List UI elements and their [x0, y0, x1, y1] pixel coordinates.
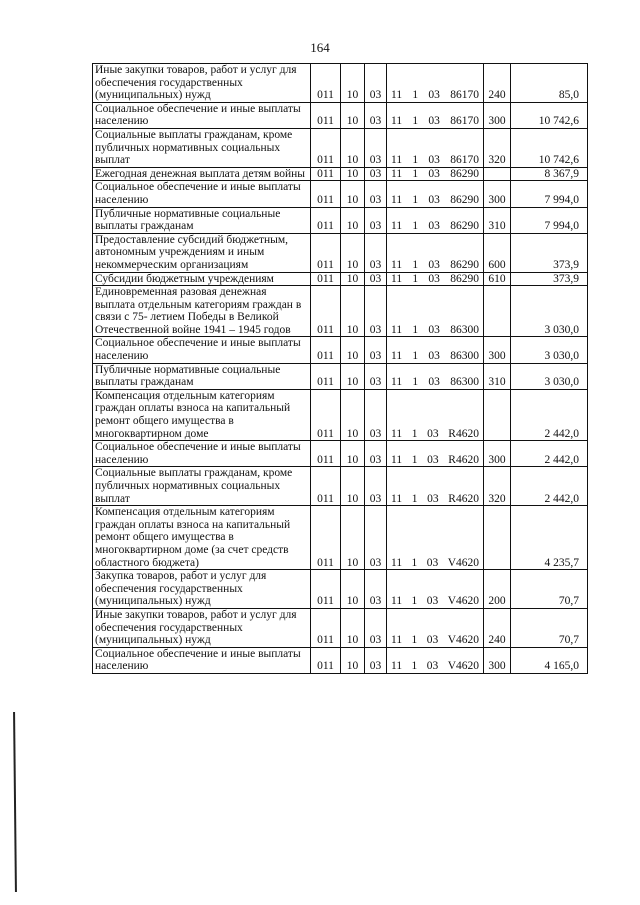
- row-name: Социальное обеспечение и иные выплаты населению: [93, 102, 311, 128]
- row-expense-type: 320: [484, 128, 511, 167]
- row-expense-type: 300: [484, 647, 511, 673]
- table-row: [93, 128, 588, 167]
- row-grbs: 011: [311, 286, 341, 337]
- target-article-p2: 1: [412, 350, 419, 363]
- target-article-p1: 11: [391, 350, 403, 363]
- target-article-p2: 1: [411, 595, 418, 608]
- row-amount: 4 235,7: [511, 506, 588, 570]
- row-target-article: [387, 608, 484, 647]
- row-expense-type: 300: [484, 102, 511, 128]
- table-body: [93, 64, 588, 674]
- target-article-p4: 86300: [450, 350, 479, 363]
- target-article-p4: 86290: [450, 220, 479, 233]
- row-subsection: 03: [365, 286, 387, 337]
- row-subsection: 03: [365, 64, 387, 103]
- row-subsection: 03: [365, 128, 387, 167]
- row-expense-type: [484, 286, 511, 337]
- target-article-p3: 03: [428, 258, 440, 271]
- row-name: Публичные нормативные социальные выплаты гражданам: [93, 363, 311, 389]
- row-name: Социальные выплаты гражданам, кроме публичных нормативных социальных выплат: [93, 467, 311, 506]
- row-expense-type: 310: [484, 207, 511, 233]
- target-article-p4: 86170: [450, 154, 479, 167]
- row-amount: 70,7: [511, 570, 588, 609]
- row-grbs: 011: [311, 570, 341, 609]
- target-article-p3: 03: [428, 323, 440, 336]
- target-article-p2: 1: [412, 154, 419, 167]
- row-name: Социальные выплаты гражданам, кроме публичных нормативных социальных выплат: [93, 128, 311, 167]
- target-article-parts: [389, 220, 481, 233]
- target-article-p3: 03: [428, 272, 440, 285]
- row-amount: 85,0: [511, 64, 588, 103]
- row-amount: 8 367,9: [511, 167, 588, 181]
- table-row: [93, 64, 588, 103]
- row-expense-type: 610: [484, 272, 511, 286]
- row-target-article: [387, 128, 484, 167]
- target-article-p4: 86290: [450, 272, 479, 285]
- target-article-p1: 11: [391, 595, 403, 608]
- target-article-p3: 03: [428, 376, 440, 389]
- target-article-p4: 86290: [450, 167, 479, 180]
- row-section: 10: [341, 441, 365, 467]
- target-article-p1: 11: [391, 492, 403, 505]
- row-amount: 373,9: [511, 233, 588, 272]
- row-subsection: 03: [365, 272, 387, 286]
- target-article-parts: [389, 634, 481, 647]
- row-target-article: [387, 647, 484, 673]
- target-article-parts: [389, 168, 481, 181]
- row-subsection: 03: [365, 363, 387, 389]
- row-name: Иные закупки товаров, работ и услуг для обеспечения государственных (муниципальных) нужд: [93, 64, 311, 103]
- row-amount: 70,7: [511, 608, 588, 647]
- row-target-article: [387, 272, 484, 286]
- target-article-p1: 11: [391, 258, 403, 271]
- row-target-article: [387, 233, 484, 272]
- target-article-parts: [389, 194, 481, 207]
- target-article-parts: [389, 428, 481, 441]
- row-name: Социальное обеспечение и иные выплаты населению: [93, 647, 311, 673]
- row-expense-type: 320: [484, 467, 511, 506]
- target-article-p2: 1: [412, 89, 419, 102]
- row-amount: 4 165,0: [511, 647, 588, 673]
- row-subsection: 03: [365, 167, 387, 181]
- row-target-article: [387, 337, 484, 363]
- row-amount: 3 030,0: [511, 337, 588, 363]
- target-article-p3: 03: [428, 115, 440, 128]
- target-article-p4: V4620: [447, 595, 479, 608]
- row-grbs: 011: [311, 102, 341, 128]
- target-article-p3: 03: [427, 427, 439, 440]
- table-row: [93, 647, 588, 673]
- target-article-p2: 1: [411, 492, 418, 505]
- row-subsection: 03: [365, 207, 387, 233]
- target-article-p1: 11: [391, 660, 403, 673]
- target-article-p1: 11: [391, 115, 403, 128]
- target-article-p1: 11: [391, 89, 403, 102]
- row-section: 10: [341, 207, 365, 233]
- row-expense-type: 300: [484, 441, 511, 467]
- row-amount: 2 442,0: [511, 389, 588, 440]
- row-subsection: 03: [365, 570, 387, 609]
- row-subsection: 03: [365, 506, 387, 570]
- row-section: 10: [341, 337, 365, 363]
- row-name: Иные закупки товаров, работ и услуг для обеспечения государственных (муниципальных) нужд: [93, 608, 311, 647]
- row-expense-type: 310: [484, 363, 511, 389]
- row-subsection: 03: [365, 102, 387, 128]
- row-name: Публичные нормативные социальные выплаты гражданам: [93, 207, 311, 233]
- page-number: 164: [310, 40, 330, 55]
- target-article-parts: [389, 350, 481, 363]
- target-article-p1: 11: [391, 167, 403, 180]
- target-article-p4: R4620: [448, 492, 479, 505]
- row-target-article: [387, 506, 484, 570]
- target-article-p3: 03: [426, 556, 439, 569]
- row-amount: 7 994,0: [511, 181, 588, 207]
- target-article-parts: [389, 115, 481, 128]
- row-subsection: 03: [365, 389, 387, 440]
- target-article-p4: V4620: [447, 660, 479, 673]
- row-subsection: 03: [365, 441, 387, 467]
- row-section: 10: [341, 181, 365, 207]
- table-row: [93, 389, 588, 440]
- target-article-parts: [389, 273, 481, 286]
- target-article-p1: 11: [391, 556, 403, 569]
- table-row: [93, 467, 588, 506]
- target-article-p2: 1: [412, 193, 419, 206]
- target-article-parts: [389, 376, 481, 389]
- table-row: [93, 608, 588, 647]
- target-article-p3: 03: [427, 453, 439, 466]
- row-expense-type: 300: [484, 337, 511, 363]
- target-article-p1: 11: [391, 323, 403, 336]
- row-name: Предоставление субсидий бюджетным, автономным учреждениям и иным некоммерческим организациям: [93, 233, 311, 272]
- target-article-parts: [389, 660, 481, 673]
- target-article-p2: 1: [411, 660, 418, 673]
- row-section: 10: [341, 608, 365, 647]
- table-row: [93, 286, 588, 337]
- row-grbs: 011: [311, 167, 341, 181]
- target-article-p2: 1: [412, 220, 419, 233]
- target-article-parts: [389, 89, 481, 102]
- row-name: Социальное обеспечение и иные выплаты населению: [93, 181, 311, 207]
- row-section: 10: [341, 647, 365, 673]
- row-target-article: [387, 389, 484, 440]
- target-article-p4: R4620: [448, 427, 479, 440]
- target-article-p4: R4620: [448, 453, 479, 466]
- target-article-p2: 1: [411, 634, 418, 647]
- target-article-p2: 1: [412, 272, 419, 285]
- target-article-p1: 11: [391, 220, 403, 233]
- row-grbs: 011: [311, 233, 341, 272]
- table-row: [93, 570, 588, 609]
- row-section: 10: [341, 467, 365, 506]
- target-article-p1: 11: [391, 634, 403, 647]
- target-article-p2: 1: [411, 556, 418, 569]
- row-section: 10: [341, 167, 365, 181]
- target-article-p4: 86290: [450, 258, 479, 271]
- row-subsection: 03: [365, 608, 387, 647]
- row-grbs: 011: [311, 506, 341, 570]
- target-article-parts: [389, 557, 481, 570]
- row-target-article: [387, 286, 484, 337]
- row-subsection: 03: [365, 647, 387, 673]
- target-article-parts: [389, 454, 481, 467]
- row-name: Единовременная разовая денежная выплата отдельным категориям граждан в связи с 75- летием Победы в Великой Отечественной войне 1941 – 1945 годов: [93, 286, 311, 337]
- target-article-p3: 03: [426, 660, 439, 673]
- row-expense-type: 200: [484, 570, 511, 609]
- target-article-p4: 86170: [450, 89, 479, 102]
- target-article-p2: 1: [412, 167, 419, 180]
- row-section: 10: [341, 389, 365, 440]
- row-section: 10: [341, 506, 365, 570]
- row-name: Компенсация отдельным категориям граждан оплаты взноса на капитальный ремонт общего имущества в многоквартирном доме (за счет средств областного бюджета): [93, 506, 311, 570]
- row-target-article: [387, 441, 484, 467]
- row-section: 10: [341, 128, 365, 167]
- row-subsection: 03: [365, 181, 387, 207]
- row-target-article: [387, 570, 484, 609]
- row-subsection: 03: [365, 233, 387, 272]
- row-name: Компенсация отдельным категориям граждан оплаты взноса на капитальный ремонт общего имущества в многоквартирном доме: [93, 389, 311, 440]
- target-article-p3: 03: [426, 634, 439, 647]
- row-target-article: [387, 181, 484, 207]
- row-name: Социальное обеспечение и иные выплаты населению: [93, 441, 311, 467]
- target-article-p2: 1: [412, 115, 419, 128]
- target-article-p3: 03: [428, 154, 440, 167]
- row-target-article: [387, 363, 484, 389]
- target-article-p1: 11: [391, 154, 403, 167]
- row-amount: 10 742,6: [511, 128, 588, 167]
- row-grbs: 011: [311, 647, 341, 673]
- table-row: [93, 233, 588, 272]
- target-article-p2: 1: [411, 427, 418, 440]
- table-row: [93, 506, 588, 570]
- row-target-article: [387, 467, 484, 506]
- target-article-parts: [389, 493, 481, 506]
- margin-line: [13, 712, 16, 892]
- table-row: [93, 363, 588, 389]
- row-subsection: 03: [365, 337, 387, 363]
- row-name: Социальное обеспечение и иные выплаты населению: [93, 337, 311, 363]
- row-grbs: 011: [311, 337, 341, 363]
- target-article-p3: 03: [428, 350, 440, 363]
- table-row: [93, 207, 588, 233]
- target-article-p4: 86300: [450, 323, 479, 336]
- target-article-p3: 03: [428, 89, 440, 102]
- row-grbs: 011: [311, 363, 341, 389]
- target-article-p4: 86300: [450, 376, 479, 389]
- row-section: 10: [341, 233, 365, 272]
- row-expense-type: [484, 389, 511, 440]
- row-section: 10: [341, 64, 365, 103]
- row-target-article: [387, 102, 484, 128]
- target-article-p3: 03: [428, 167, 440, 180]
- row-target-article: [387, 167, 484, 181]
- target-article-parts: [389, 259, 481, 272]
- row-grbs: 011: [311, 181, 341, 207]
- target-article-p3: 03: [428, 220, 440, 233]
- row-target-article: [387, 207, 484, 233]
- table-row: [93, 167, 588, 181]
- row-amount: 10 742,6: [511, 102, 588, 128]
- target-article-p2: 1: [411, 453, 418, 466]
- row-grbs: 011: [311, 608, 341, 647]
- row-expense-type: 240: [484, 608, 511, 647]
- target-article-parts: [389, 324, 481, 337]
- row-name: Закупка товаров, работ и услуг для обеспечения государственных (муниципальных) нужд: [93, 570, 311, 609]
- target-article-p2: 1: [412, 258, 419, 271]
- row-name: Ежегодная денежная выплата детям войны: [93, 167, 311, 181]
- row-grbs: 011: [311, 128, 341, 167]
- target-article-parts: [389, 595, 481, 608]
- row-section: 10: [341, 272, 365, 286]
- target-article-p3: 03: [428, 193, 440, 206]
- row-section: 10: [341, 286, 365, 337]
- target-article-p4: 86170: [450, 115, 479, 128]
- row-expense-type: [484, 167, 511, 181]
- target-article-p1: 11: [391, 272, 403, 285]
- table-row: [93, 181, 588, 207]
- row-amount: 373,9: [511, 272, 588, 286]
- row-grbs: 011: [311, 467, 341, 506]
- target-article-p4: 86290: [450, 193, 479, 206]
- target-article-p1: 11: [391, 453, 403, 466]
- budget-table: [92, 63, 588, 674]
- target-article-p3: 03: [426, 595, 439, 608]
- row-section: 10: [341, 102, 365, 128]
- target-article-parts: [389, 154, 481, 167]
- row-section: 10: [341, 570, 365, 609]
- row-expense-type: 240: [484, 64, 511, 103]
- row-amount: 3 030,0: [511, 286, 588, 337]
- table-row: [93, 272, 588, 286]
- target-article-p1: 11: [391, 376, 403, 389]
- row-amount: 3 030,0: [511, 363, 588, 389]
- row-subsection: 03: [365, 467, 387, 506]
- table-row: [93, 441, 588, 467]
- row-expense-type: 300: [484, 181, 511, 207]
- row-grbs: 011: [311, 207, 341, 233]
- target-article-p4: V4620: [447, 556, 479, 569]
- row-grbs: 011: [311, 441, 341, 467]
- row-name: Субсидии бюджетным учреждениям: [93, 272, 311, 286]
- row-grbs: 011: [311, 389, 341, 440]
- target-article-p2: 1: [412, 323, 419, 336]
- row-amount: 7 994,0: [511, 207, 588, 233]
- row-amount: 2 442,0: [511, 467, 588, 506]
- table-row: [93, 337, 588, 363]
- target-article-p1: 11: [391, 193, 403, 206]
- row-expense-type: [484, 506, 511, 570]
- target-article-p1: 11: [391, 427, 403, 440]
- row-grbs: 011: [311, 272, 341, 286]
- row-grbs: 011: [311, 64, 341, 103]
- row-amount: 2 442,0: [511, 441, 588, 467]
- target-article-p3: 03: [427, 492, 439, 505]
- row-expense-type: 600: [484, 233, 511, 272]
- target-article-p4: V4620: [447, 634, 479, 647]
- row-target-article: [387, 64, 484, 103]
- row-section: 10: [341, 363, 365, 389]
- target-article-p2: 1: [412, 376, 419, 389]
- table-row: [93, 102, 588, 128]
